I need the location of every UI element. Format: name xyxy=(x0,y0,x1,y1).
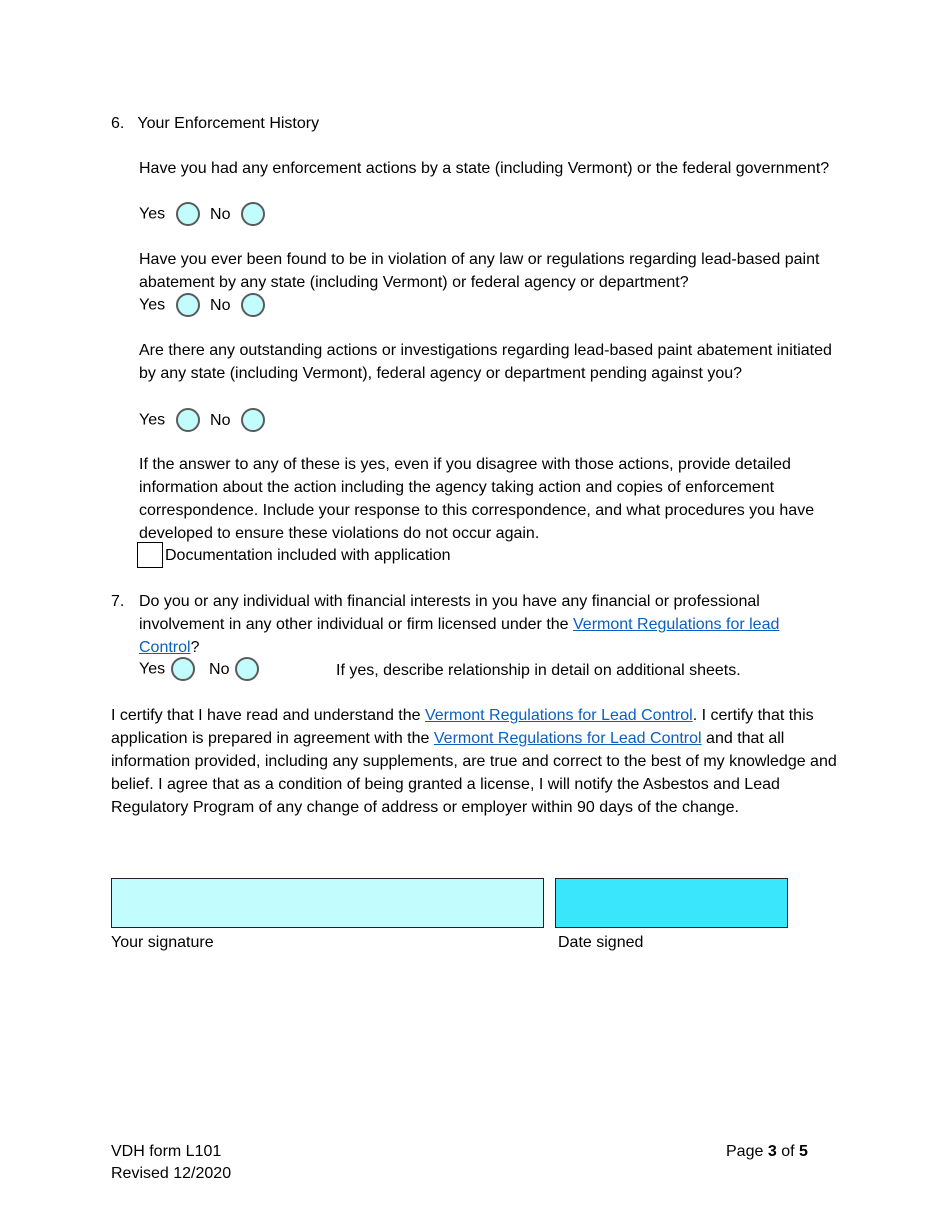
section-7-question-text: Do you or any individual with financial interests in you have any financial or professional involvement in any other individual or firm licensed under the xyxy=(139,593,760,633)
question-2-options xyxy=(139,293,265,317)
date-signed-label: Date signed xyxy=(558,934,644,951)
page-total: 5 xyxy=(798,1143,808,1160)
documentation-checkbox-label: Documentation included with application xyxy=(165,547,451,564)
q7-no-radio[interactable] xyxy=(235,657,259,681)
page-current: 3 xyxy=(767,1143,777,1160)
page-word: Page xyxy=(726,1143,764,1160)
documentation-checkbox[interactable] xyxy=(137,542,163,568)
section-6-heading xyxy=(111,112,319,135)
enforcement-instructions: If the answer to any of these is yes, even if you disagree with those actions, provide detailed information about the action including the agency taking action and copies of enforcement correspondence. Include your response to this correspondence, and what procedures you have developed to ensure these violations do not occur again. xyxy=(139,456,815,542)
question-outstanding-actions: Are there any outstanding actions or investigations regarding lead-based paint abatement initiated by any state (including Vermont), federal agency or department pending against you? xyxy=(139,342,832,382)
q3-yes-radio[interactable] xyxy=(176,408,200,432)
page-of: of xyxy=(781,1143,795,1160)
certification-text-2: . I certify that this application is prepared in agreement with the xyxy=(111,707,814,747)
section-7-question-end: ? xyxy=(190,639,200,656)
signature-field[interactable] xyxy=(111,878,544,928)
q3-no-radio[interactable] xyxy=(241,408,265,432)
question-3-options xyxy=(139,408,265,432)
question-1-options xyxy=(139,202,265,226)
date-signed-field[interactable] xyxy=(555,878,788,928)
certification-statement xyxy=(111,704,846,819)
certification-text-3: and that all information provided, including any supplements, are true and correct to the best of my knowledge and belief. I agree that as a condition of being granted a license, I will notify the Asbestos and Lead Regulatory Program of any change of address or employer within 90 days of the change. xyxy=(111,730,837,816)
question-enforcement-actions: Have you had any enforcement actions by a state (including Vermont) or the federal government? xyxy=(139,160,830,177)
section-6-number: 6. xyxy=(111,115,125,132)
footer-form-id: VDH form L101 xyxy=(111,1143,222,1160)
yes-label: Yes xyxy=(139,411,166,429)
no-label: No xyxy=(210,205,231,223)
page-number xyxy=(726,1140,808,1163)
yes-label: Yes xyxy=(139,205,166,223)
no-label: No xyxy=(210,296,231,314)
section-7-question xyxy=(139,590,844,659)
yes-label: Yes xyxy=(139,296,166,314)
q2-no-radio[interactable] xyxy=(241,293,265,317)
vermont-regulations-link[interactable]: Vermont Regulations for Lead Control xyxy=(424,707,693,724)
q1-no-radio[interactable] xyxy=(241,202,265,226)
q2-yes-radio[interactable] xyxy=(176,293,200,317)
footer-revised: Revised 12/2020 xyxy=(111,1165,232,1182)
no-label: No xyxy=(209,660,230,678)
no-label: No xyxy=(210,411,231,429)
vermont-regulations-link[interactable]: Vermont Regulations for Lead Control xyxy=(433,730,702,747)
section-7-options xyxy=(139,657,259,681)
yes-label: Yes xyxy=(139,660,166,678)
relationship-note: If yes, describe relationship in detail on additional sheets. xyxy=(336,662,741,679)
signature-label: Your signature xyxy=(111,934,214,951)
question-violation: Have you ever been found to be in violation of any law or regulations regarding lead-based paint abatement by any state (including Vermont) or federal agency or department? xyxy=(139,251,820,291)
section-7-number: 7. xyxy=(111,593,125,610)
certification-text-1: I certify that I have read and understand the xyxy=(111,707,421,724)
vermont-regulations-link[interactable]: Vermont Regulations for lead Control xyxy=(139,616,780,656)
q1-yes-radio[interactable] xyxy=(176,202,200,226)
q7-yes-radio[interactable] xyxy=(171,657,195,681)
section-6-title: Your Enforcement History xyxy=(137,115,320,132)
